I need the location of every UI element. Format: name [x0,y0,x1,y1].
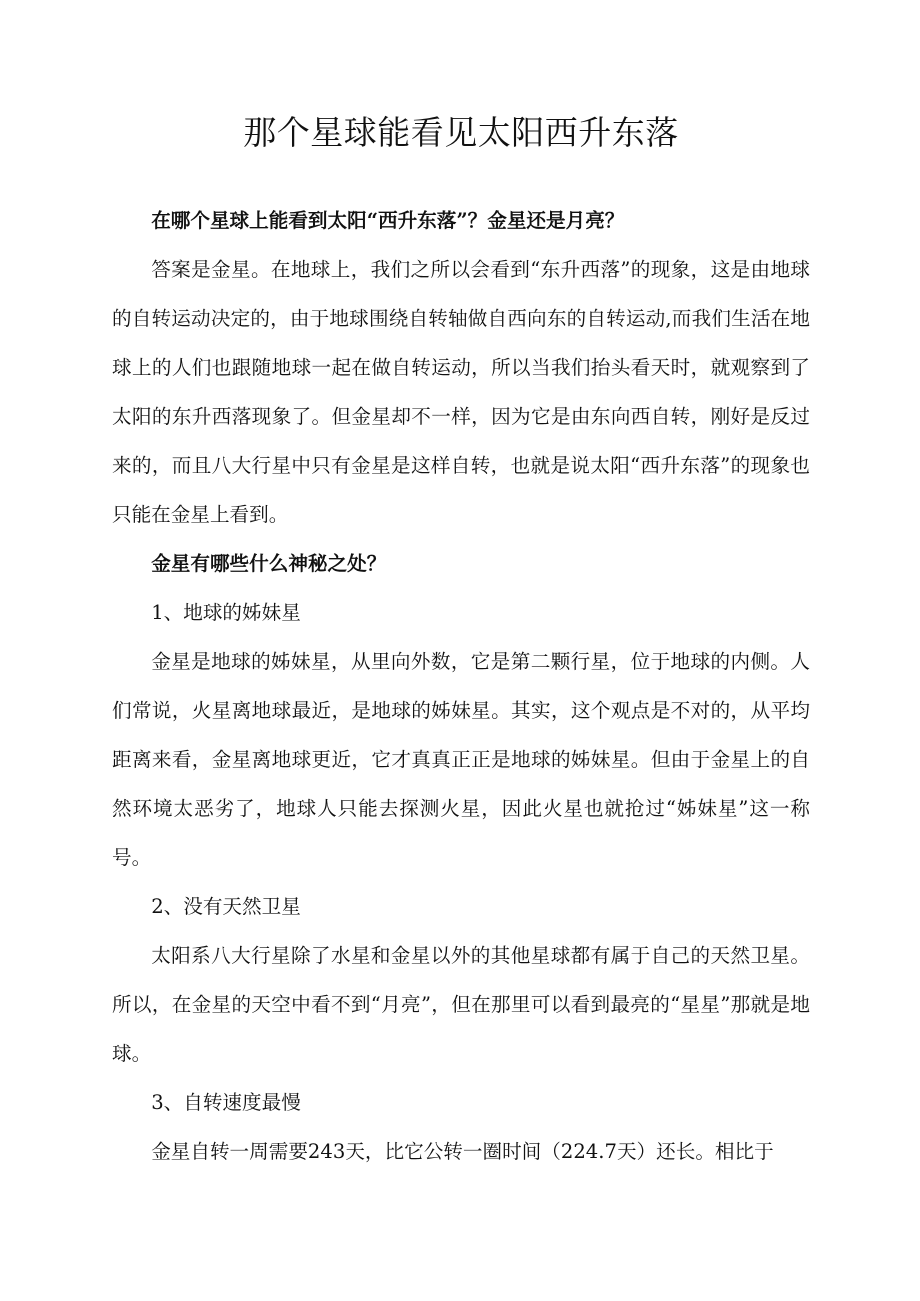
body-paragraph: 金星是地球的姊妹星，从里向外数，它是第二颗行星，位于地球的内侧。人们常说，火星离地球最近，是地球的姊妹星。其实，这个观点是不对的，从平均距离来看，金星离地球更近，它才真真正正是地球的姊妹星。但由于金星上的自然环境太恶劣了，地球人只能去探测火星，因此火星也就抢过“姊妹星”这一称号。 [112,650,810,869]
list-item-heading: 3、自转速度最慢 [151,1091,301,1114]
list-item-heading: 2、没有天然卫星 [151,895,301,918]
body-paragraph: 答案是金星。在地球上，我们之所以会看到“东升西落”的现象，这是由地球的自转运动决定的，由于地球围绕自转轴做自西向东的自转运动,而我们生活在地球上的人们也跟随地球一起在做自转运动，所以当我们抬头看天时，就观察到了太阳的东升西落现象了。但金星却不一样，因为它是由东向西自转，刚好是反过来的，而且八大行星中只有金星是这样自转，也就是说太阳“西升东落”的现象也只能在金星上看到。 [112,258,810,526]
body-paragraph: 太阳系八大行星除了水星和金星以外的其他星球都有属于自己的天然卫星。所以，在金星的天空中看不到“月亮”，但在那里可以看到最亮的“星星”那就是地球。 [112,944,810,1065]
list-item-heading: 1、地球的姊妹星 [151,601,301,624]
body-paragraph: 金星自转一周需要243天，比它公转一圈时间（224.7天）还长。相比于 [151,1140,774,1163]
document-title: 那个星球能看见太阳西升东落 [243,113,679,152]
section-heading: 在哪个星球上能看到太阳“西升东落”？金星还是月亮？ [151,209,625,232]
section-heading: 金星有哪些什么神秘之处？ [151,552,387,575]
document-body [112,196,810,1176]
